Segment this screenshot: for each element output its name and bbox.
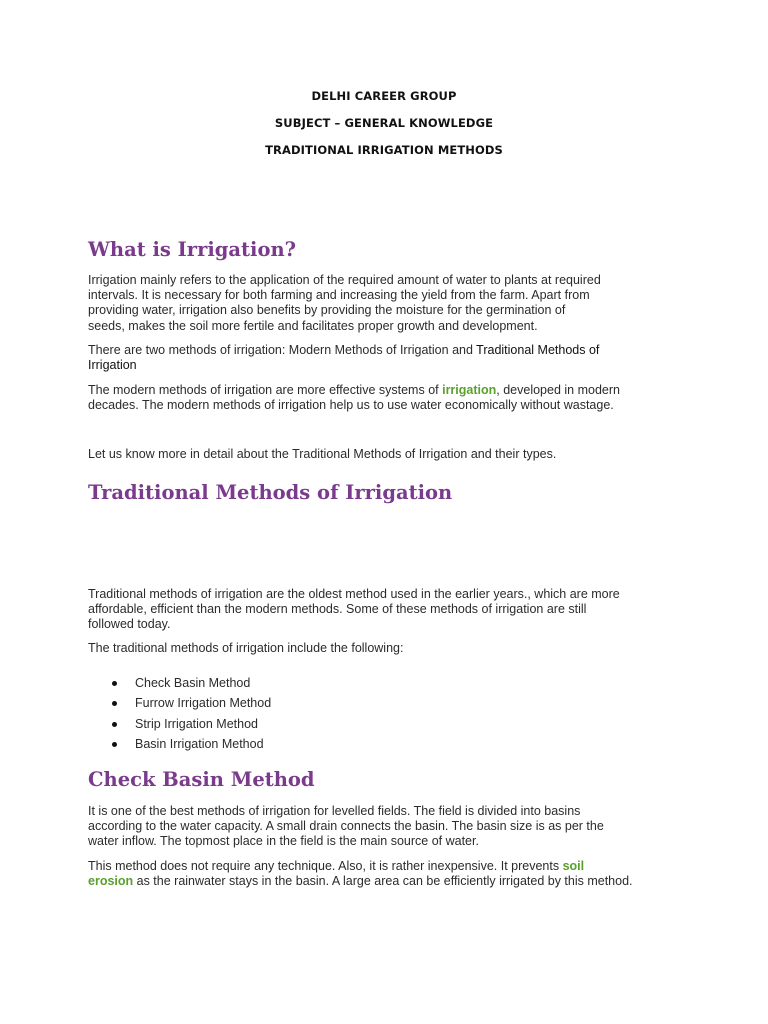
bullet-icon: [112, 681, 117, 686]
soil-erosion-link[interactable]: soil: [562, 859, 585, 873]
methods-list: [88, 673, 271, 754]
paragraph-check-basin-desc: It is one of the best methods of irrigation for levelled fields. The field is divided into basins according to the water capacity. A small drain connects the basin. The basin size is as per the water inflow. The topmost place in the field is the main source of water.: [88, 804, 604, 849]
list-item: Basin Irrigation Method: [88, 734, 271, 754]
topic-line: TRADITIONAL IRRIGATION METHODS: [265, 143, 503, 157]
subject-line: SUBJECT – GENERAL KNOWLEDGE: [274, 116, 494, 130]
irrigation-link[interactable]: irrigation: [442, 383, 497, 397]
paragraph-check-basin-benefits: This method does not require any technique. Also, it is rather inexpensive. It prevents soil erosion as the rainwater stays in the basin. A large area can be efficiently irrigated by this method.: [88, 859, 633, 889]
heading-traditional-methods: Traditional Methods of Irrigation: [88, 481, 453, 504]
list-item: Furrow Irrigation Method: [88, 693, 271, 713]
bullet-icon: [112, 722, 117, 727]
heading-check-basin: Check Basin Method: [88, 768, 315, 791]
paragraph-irrigation-definition: Irrigation mainly refers to the application of the required amount of water to plants at required intervals. It is necessary for both farming and increasing the yield from the farm. Apart from providing water, irrigation also benefits by providing the moisture for the germination of seeds, makes the soil more fertile and facilitates proper growth and development.: [88, 273, 601, 333]
bullet-icon: [112, 701, 117, 706]
bullet-icon: [112, 742, 117, 747]
paragraph-modern-methods: The modern methods of irrigation are more effective systems of irrigation, developed in modern decades. The modern methods of irrigation help us to use water economically without wastage.: [88, 383, 620, 413]
org-name: DELHI CAREER GROUP: [311, 89, 457, 103]
list-item: Check Basin Method: [88, 673, 271, 693]
paragraph-know-more: Let us know more in detail about the Traditional Methods of Irrigation and their types.: [88, 447, 557, 461]
paragraph-two-methods: There are two methods of irrigation: Modern Methods of Irrigation and Traditional Methods of Irrigation: [88, 343, 600, 373]
heading-what-is-irrigation: What is Irrigation?: [88, 238, 297, 261]
list-item: Strip Irrigation Method: [88, 714, 271, 734]
paragraph-traditional-intro: Traditional methods of irrigation are the oldest method used in the earlier years., which are more affordable, efficient than the modern methods. Some of these methods of irrigation are still followed today.: [88, 587, 620, 632]
soil-erosion-link-continued[interactable]: erosion: [88, 874, 134, 889]
paragraph-include-following: The traditional methods of irrigation include the following:: [88, 641, 404, 655]
